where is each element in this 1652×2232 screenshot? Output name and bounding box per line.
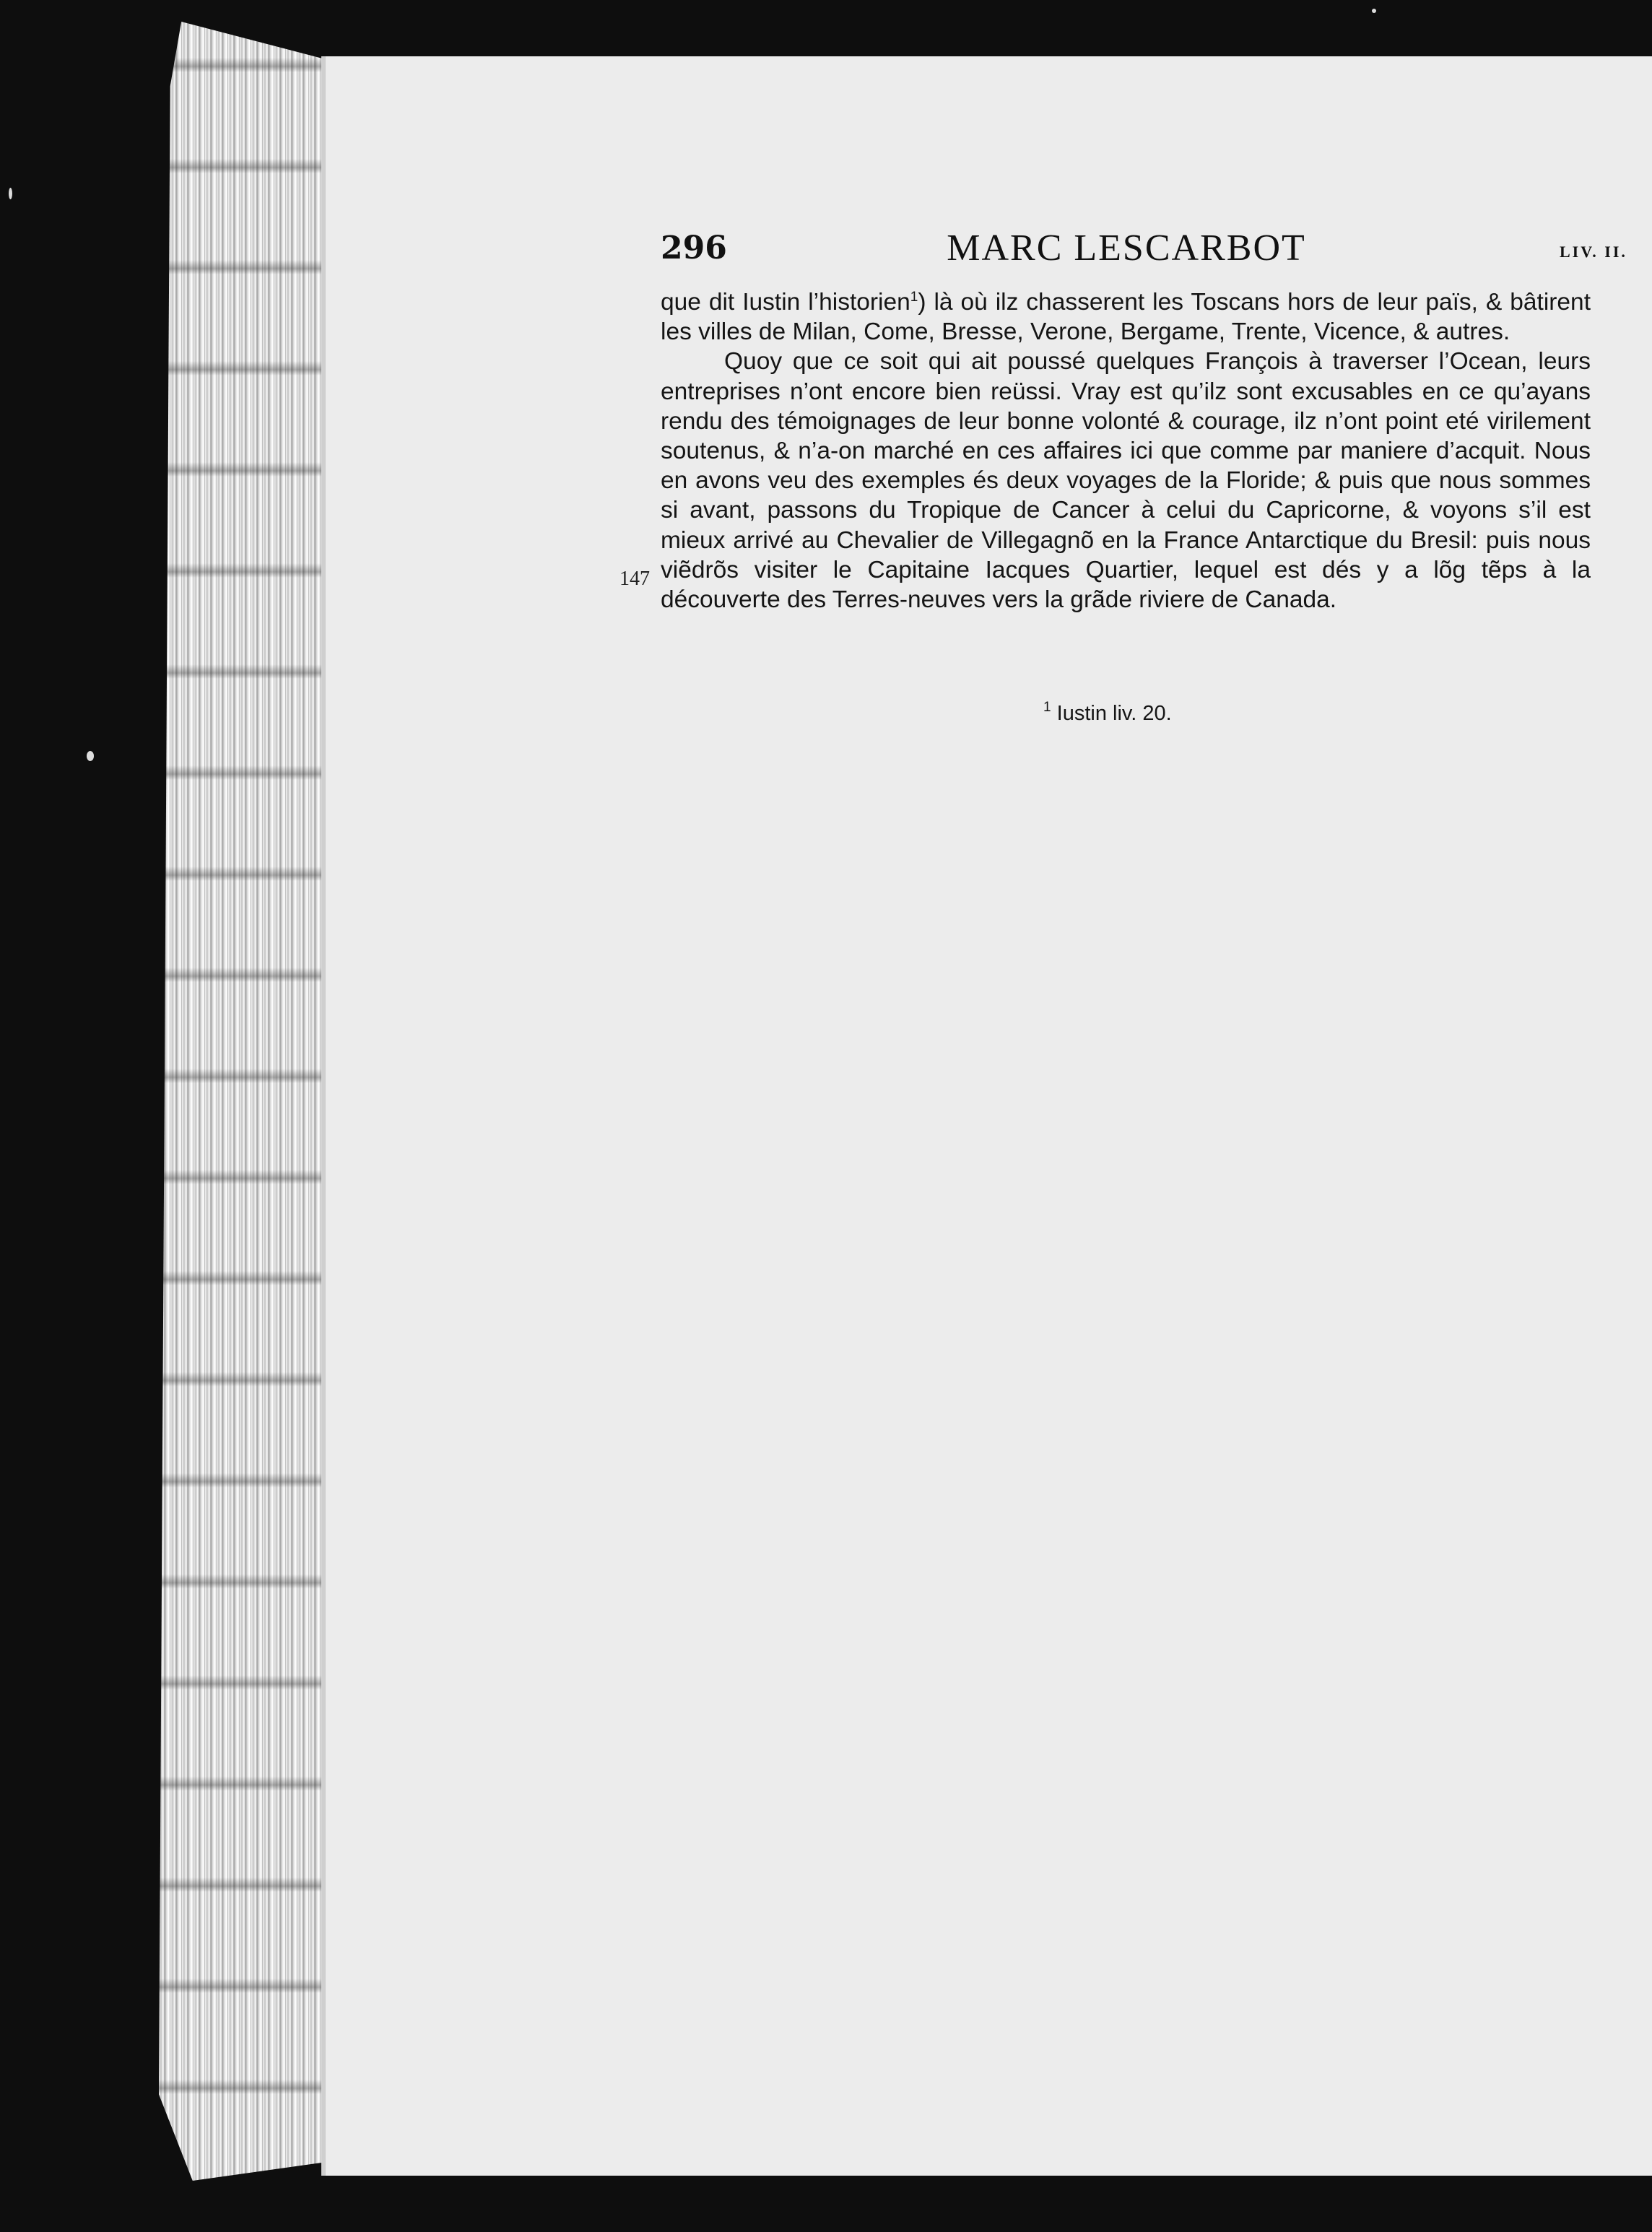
paragraph: [661, 287, 1591, 347]
footnote-marker: 1: [1043, 700, 1051, 715]
footnote: [1043, 702, 1172, 726]
footnote-text: Iustin liv. 20.: [1056, 702, 1172, 725]
footnote-reference: 1: [910, 290, 918, 305]
dust-speck: [1372, 9, 1376, 13]
page-edges: [159, 22, 347, 2181]
dust-speck: [87, 751, 94, 761]
body-text: [661, 287, 1591, 615]
running-head: [339, 227, 1632, 273]
margin-page-number: 147: [620, 568, 650, 590]
paragraph-text: que dit Iustin l’historien: [661, 289, 910, 316]
page-number: 296: [661, 230, 727, 266]
paragraph-text: ) là où ilz chasserent les Toscans hors de leur païs, & bâtirent les villes de Milan, Come, Bresse, Verone, Bergame, Trente, Vicence, & autres.: [661, 289, 1591, 346]
running-title: MARC LESCARBOT: [947, 227, 1306, 269]
dust-speck: [9, 188, 12, 199]
paragraph: Quoy que ce soit qui ait poussé quelques François à traverser l’Ocean, leurs entreprises n’ont encore bien reüssi. Vray est qu’ilz sont excusables en ce qu’ayans rendu des témoignages de leur bonne volonté & courage, ilz n’ont point eté virilement soutenus, & n’a-on marché en ces affaires ici que comme par maniere d’acquit. Nous en avons veu des exemples és deux voyages de la Floride; & puis que nous sommes si avant, passons du Tropique de Cancer à celui du Capricorne, & voyons s’il est mieux arrivé au Chevalier de Villegagnõ en la France Antarctique du Bresil: puis nous viẽdrõs visiter le Capitaine Iacques Quartier, lequel est dés y a lõg tẽps à la découverte des Terres-neuves vers la grãde riviere de Canada.: [661, 348, 1591, 614]
book-reference: LIV. II.: [1560, 243, 1627, 261]
